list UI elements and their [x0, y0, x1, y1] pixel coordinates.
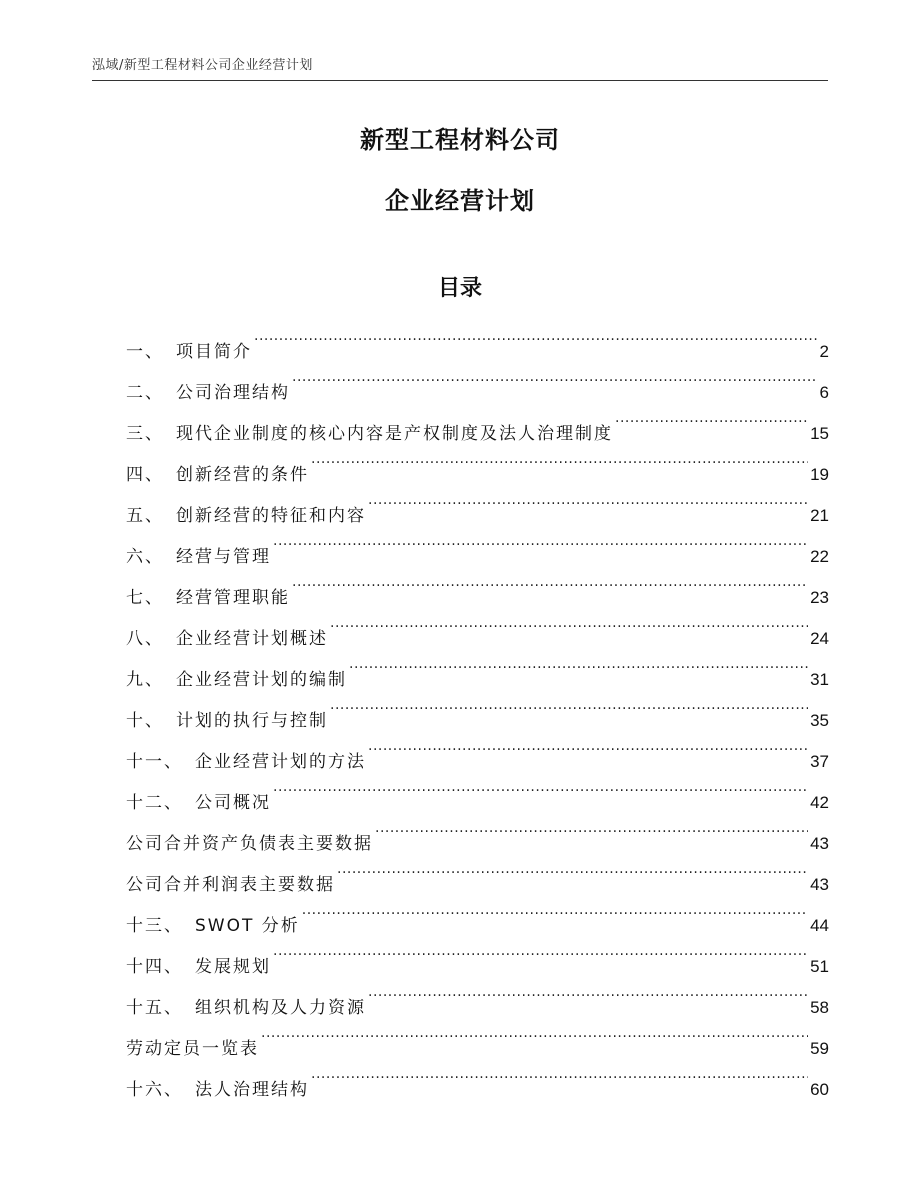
- toc-dot-leader: [292, 562, 808, 603]
- toc-dot-leader: [330, 603, 808, 644]
- toc-entry-number: 十五、: [126, 998, 183, 1018]
- toc-entry-label: 公司概况: [195, 793, 271, 813]
- toc-entry-label: 发展规划: [195, 957, 271, 977]
- toc-dot-leader: [337, 849, 808, 890]
- toc-dot-leader: [273, 521, 808, 562]
- toc-entry-page-number: 6: [819, 383, 829, 402]
- toc-entry-number: 八、: [126, 629, 164, 649]
- toc-entry-label: 现代企业制度的核心内容是产权制度及法人治理制度: [176, 424, 613, 444]
- toc-entry-number: 十一、: [126, 752, 183, 772]
- header-rule: [92, 80, 828, 81]
- toc-entry-page-number: 24: [810, 629, 829, 648]
- toc-entry-label: 法人治理结构: [195, 1080, 309, 1100]
- document-title: 新型工程材料公司: [360, 126, 560, 154]
- toc-entry-label: 企业经营计划的编制: [176, 670, 347, 690]
- toc-entry-label: 劳动定员一览表: [126, 1039, 259, 1059]
- toc-entry-label: 计划的执行与控制: [176, 711, 328, 731]
- document-subtitle: 企业经营计划: [385, 187, 535, 215]
- toc-entry-label: 公司治理结构: [176, 383, 290, 403]
- toc-dot-leader: [254, 316, 818, 357]
- toc-entry-number: 四、: [126, 465, 164, 485]
- toc-entry-page-number: 42: [810, 793, 829, 812]
- toc-heading: 目录: [437, 276, 482, 301]
- toc-dot-leader: [273, 931, 808, 972]
- toc-entry-number: 十二、: [126, 793, 183, 813]
- toc-entry-number: 七、: [126, 588, 164, 608]
- toc-entry-label: 创新经营的条件: [176, 465, 309, 485]
- toc-entry-page-number: 31: [810, 670, 829, 689]
- toc-entry-label: 组织机构及人力资源: [195, 998, 366, 1018]
- toc-entry-page-number: 44: [810, 916, 829, 935]
- toc-entry-page-number: 43: [810, 875, 829, 894]
- toc-entry-page-number: 2: [819, 342, 829, 361]
- toc-entry-number: 六、: [126, 547, 164, 567]
- toc-entry-number: 十四、: [126, 957, 183, 977]
- toc-dot-leader: [330, 685, 808, 726]
- toc-dot-leader: [368, 480, 808, 521]
- toc-dot-leader: [615, 398, 808, 439]
- toc-entry-page-number: 21: [810, 506, 829, 525]
- toc-dot-leader: [302, 890, 808, 931]
- toc-entry-page-number: 19: [810, 465, 829, 484]
- toc-dot-leader: [368, 726, 808, 767]
- toc-entry-number: 十三、: [126, 916, 183, 936]
- toc-entry-page-number: 58: [810, 998, 829, 1017]
- toc-dot-leader: [273, 767, 808, 808]
- toc-entry-page-number: 22: [810, 547, 829, 566]
- toc-entry-page-number: 60: [810, 1080, 829, 1099]
- toc-entry-label: 创新经营的特征和内容: [176, 506, 366, 526]
- toc-entry-number: 三、: [126, 424, 164, 444]
- toc-entry-page-number: 35: [810, 711, 829, 730]
- toc-dot-leader: [292, 357, 818, 398]
- toc-entry-label: 企业经营计划的方法: [195, 752, 366, 772]
- toc-entry-label: SWOT 分析: [195, 916, 300, 936]
- running-header: 泓域/新型工程材料公司企业经营计划: [92, 58, 313, 73]
- toc-entry-label: 项目简介: [176, 342, 252, 362]
- toc-entry-number: 五、: [126, 506, 164, 526]
- toc-entry-number: 九、: [126, 670, 164, 690]
- toc-entry-page-number: 15: [810, 424, 829, 443]
- toc-entry-label: 公司合并资产负债表主要数据: [126, 834, 373, 854]
- table-of-contents: [126, 316, 829, 1100]
- toc-entry-page-number: 51: [810, 957, 829, 976]
- toc-entry-label: 企业经营计划概述: [176, 629, 328, 649]
- toc-entry-number: 十六、: [126, 1080, 183, 1100]
- toc-dot-leader: [261, 1013, 808, 1054]
- toc-entry-label: 经营与管理: [176, 547, 271, 567]
- toc-entry-page-number: 37: [810, 752, 829, 771]
- toc-entry-number: 二、: [126, 383, 164, 403]
- toc-dot-leader: [375, 808, 808, 849]
- toc-dot-leader: [311, 1054, 808, 1095]
- toc-entry-label: 公司合并利润表主要数据: [126, 875, 335, 895]
- toc-dot-leader: [368, 972, 808, 1013]
- toc-entry-number: 一、: [126, 342, 164, 362]
- toc-dot-leader: [311, 439, 808, 480]
- toc-entry-number: 十、: [126, 711, 164, 731]
- toc-entry[interactable]: [126, 316, 829, 362]
- toc-entry-page-number: 43: [810, 834, 829, 853]
- toc-entry-page-number: 59: [810, 1039, 829, 1058]
- toc-entry-label: 经营管理职能: [176, 588, 290, 608]
- toc-entry-page-number: 23: [810, 588, 829, 607]
- toc-dot-leader: [349, 644, 808, 685]
